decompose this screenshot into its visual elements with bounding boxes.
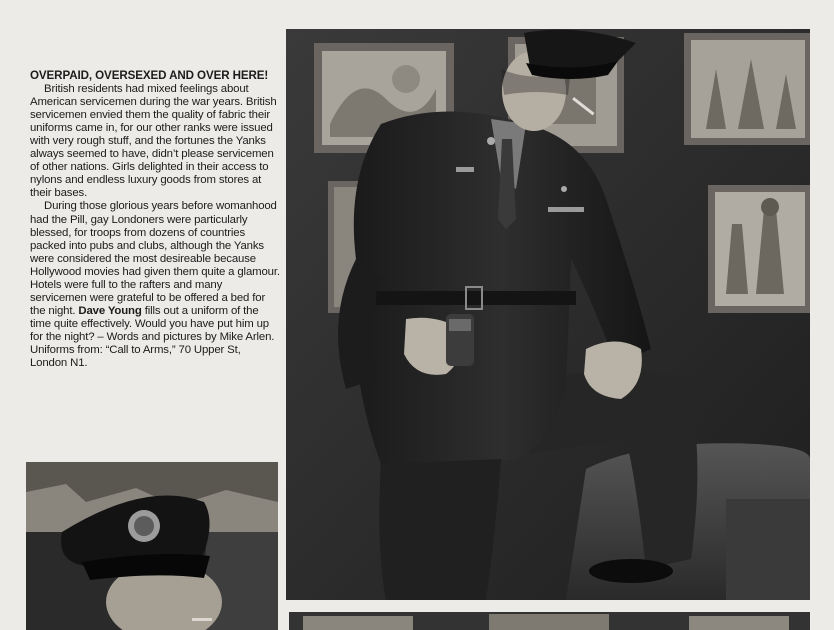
secondary-photo-illustration [26, 462, 278, 630]
secondary-photo-cap-closeup [26, 462, 278, 630]
next-photo-illustration [289, 612, 810, 630]
main-photo-serviceman-seated [286, 29, 810, 600]
article-paragraph-1: British residents had mixed feelings about American servicemen during the war years. British servicemen envied them the quality of fabric their uniforms came in, for our other ranks were issued with very rough stuff, and the fortunes the Yanks always seemed to have, didn’t please servicemen of other nations. Girls delighted in their access to nylons and endless luxury goods from stores at their bases. [30, 83, 277, 200]
model-name: Dave Young [78, 304, 142, 317]
wall-frame-top-right [684, 33, 810, 145]
article-paragraph-2 [30, 200, 280, 344]
paragraph-2-end: fills out a uniform of the time quite effectively. Would you have put him up for the night? – Words and pictures by Mike Arlen. [30, 304, 275, 343]
article-headline: OVERPAID, OVERSEXED AND OVER HERE! [30, 69, 269, 82]
wall-frame-middle-right [708, 185, 810, 313]
uniform-credits: Uniforms from: “Call to Arms,” 70 Upper St, London N1. [30, 343, 241, 370]
article-text-column [30, 69, 280, 370]
paragraph-2-start: During those glorious years before womanhood had the Pill, gay Londoners were particularly blessed, for troops from dozens of countries packed into pubs and clubs, although the Yanks were considered the most desireable because Hollywood movies had given them quite a glamour. Hotels were full to the rafters and many servicemen were grateful to be offered a bed for the night. [30, 200, 280, 317]
main-photo-illustration [286, 29, 810, 600]
next-photo-partial [289, 612, 810, 630]
